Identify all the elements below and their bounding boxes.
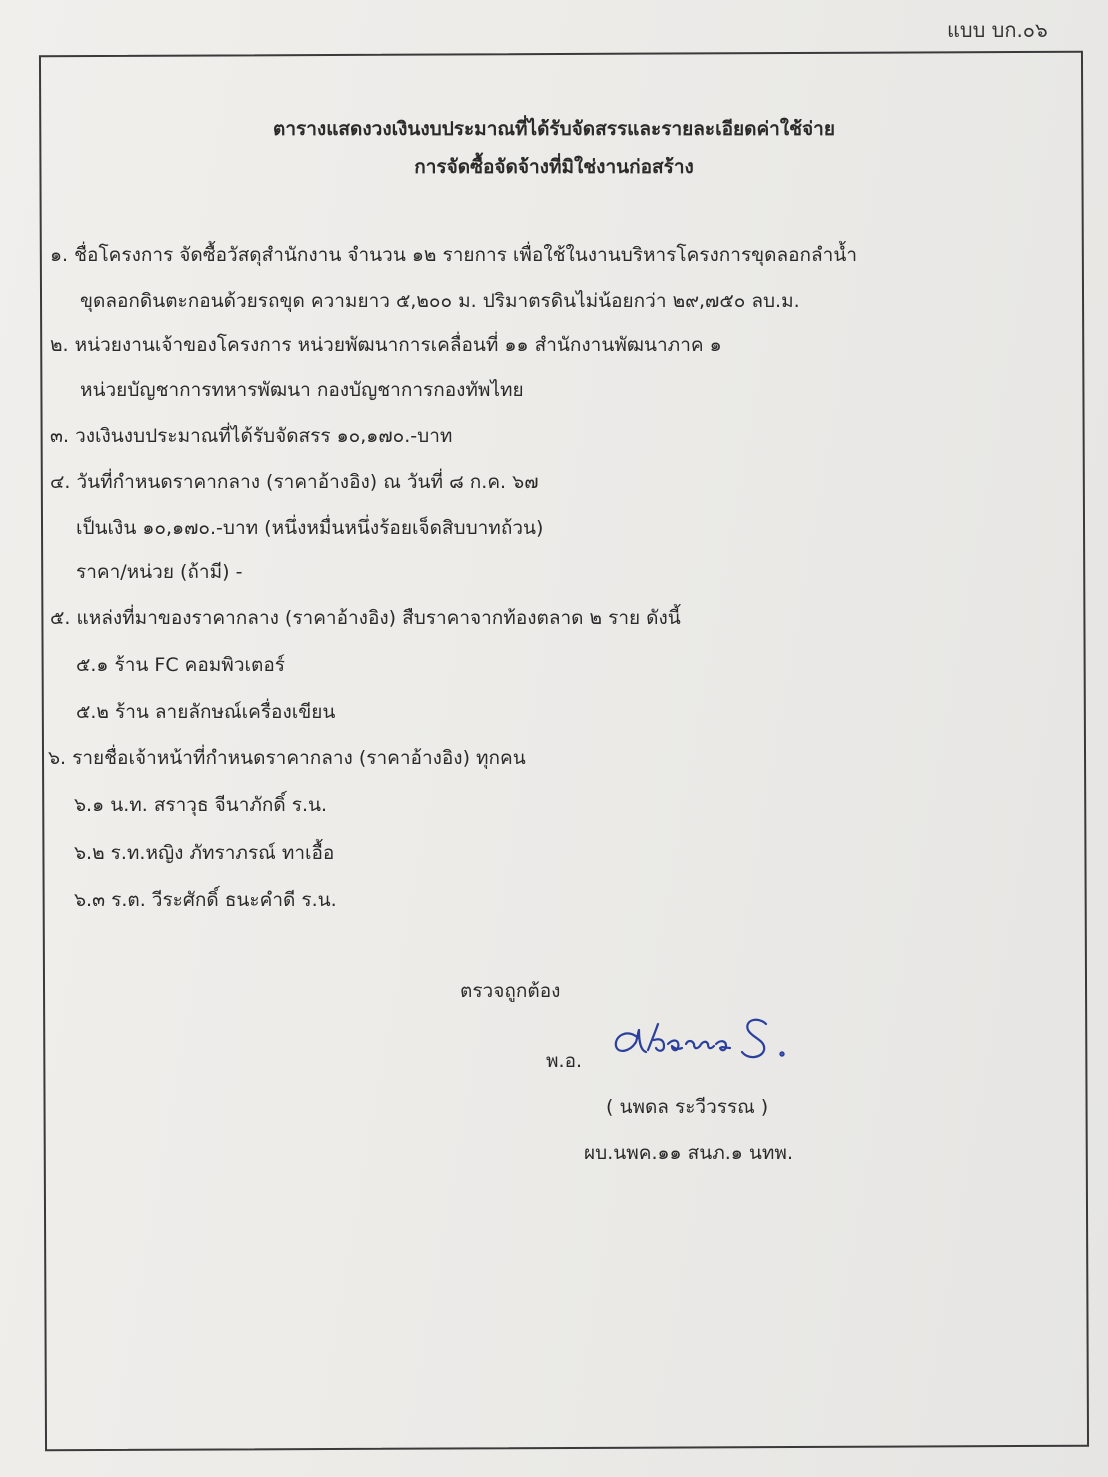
item-5: ๕. แหล่งที่มาของราคากลาง (ราคาอ้างอิง) สืบราคาจากท้องตลาด ๒ ราย ดังนี้ [50, 607, 681, 629]
signer-name: ( นพดล ระวีวรรณ ) [606, 1096, 769, 1118]
item-3: ๓. วงเงินงบประมาณที่ได้รับจัดสรร ๑๐,๑๗๐.-บาท [50, 425, 453, 447]
rank-label: พ.อ. [546, 1050, 583, 1072]
item-5-1: ๕.๑ ร้าน FC คอมพิวเตอร์ [76, 654, 285, 676]
item-4-line-2: เป็นเงิน ๑๐,๑๗๐.-บาท (หนึ่งหมื่นหนึ่งร้อยเจ็ดสิบบาทถ้วน) [76, 517, 544, 539]
item-4-line-3: ราคา/หน่วย (ถ้ามี) - [76, 561, 243, 583]
item-6-3: ๖.๓ ร.ต. วีระศักดิ์ ธนะคำดี ร.น. [74, 889, 337, 911]
item-6: ๖. รายชื่อเจ้าหน้าที่กำหนดราคากลาง (ราคาอ้างอิง) ทุกคน [48, 747, 526, 769]
form-code: แบบ บก.๐๖ [947, 18, 1048, 42]
document-title-line-1: ตารางแสดงวงเงินงบประมาณที่ได้รับจัดสรรและรายละเอียดค่าใช้จ่าย [273, 118, 835, 140]
signer-position: ผบ.นพค.๑๑ สนภ.๑ นทพ. [584, 1142, 793, 1164]
item-4-line-1: ๔. วันที่กำหนดราคากลาง (ราคาอ้างอิง) ณ วันที่ ๘ ก.ค. ๖๗ [50, 471, 539, 493]
item-5-2: ๕.๒ ร้าน ลายลักษณ์เครื่องเขียน [76, 701, 336, 723]
document-title-line-2: การจัดซื้อจัดจ้างที่มิใช่งานก่อสร้าง [414, 156, 694, 178]
item-2-line-2: หน่วยบัญชาการทหารพัฒนา กองบัญชาการกองทัพไทย [80, 379, 524, 401]
item-6-2: ๖.๒ ร.ท.หญิง ภัทราภรณ์ ทาเอื้อ [74, 842, 335, 864]
item-1-line-2: ขุดลอกดินตะกอนด้วยรถขุด ความยาว ๕,๒๐๐ ม. ปริมาตรดินไม่น้อยกว่า ๒๙,๗๕๐ ลบ.ม. [80, 290, 800, 312]
item-2-line-1: ๒. หน่วยงานเจ้าของโครงการ หน่วยพัฒนาการเคลื่อนที่ ๑๑ สำนักงานพัฒนาภาค ๑ [50, 334, 722, 356]
verified-label: ตรวจถูกต้อง [460, 980, 561, 1002]
item-6-1: ๖.๑ น.ท. สราวุธ จีนาภักดิ์ ร.น. [74, 794, 328, 816]
handwritten-signature [608, 1010, 792, 1066]
item-1-line-1: ๑. ชื่อโครงการ จัดซื้อวัสดุสำนักงาน จำนวน ๑๒ รายการ เพื่อใช้ในงานบริหารโครงการขุดลอกลำน้ำ [50, 244, 858, 266]
